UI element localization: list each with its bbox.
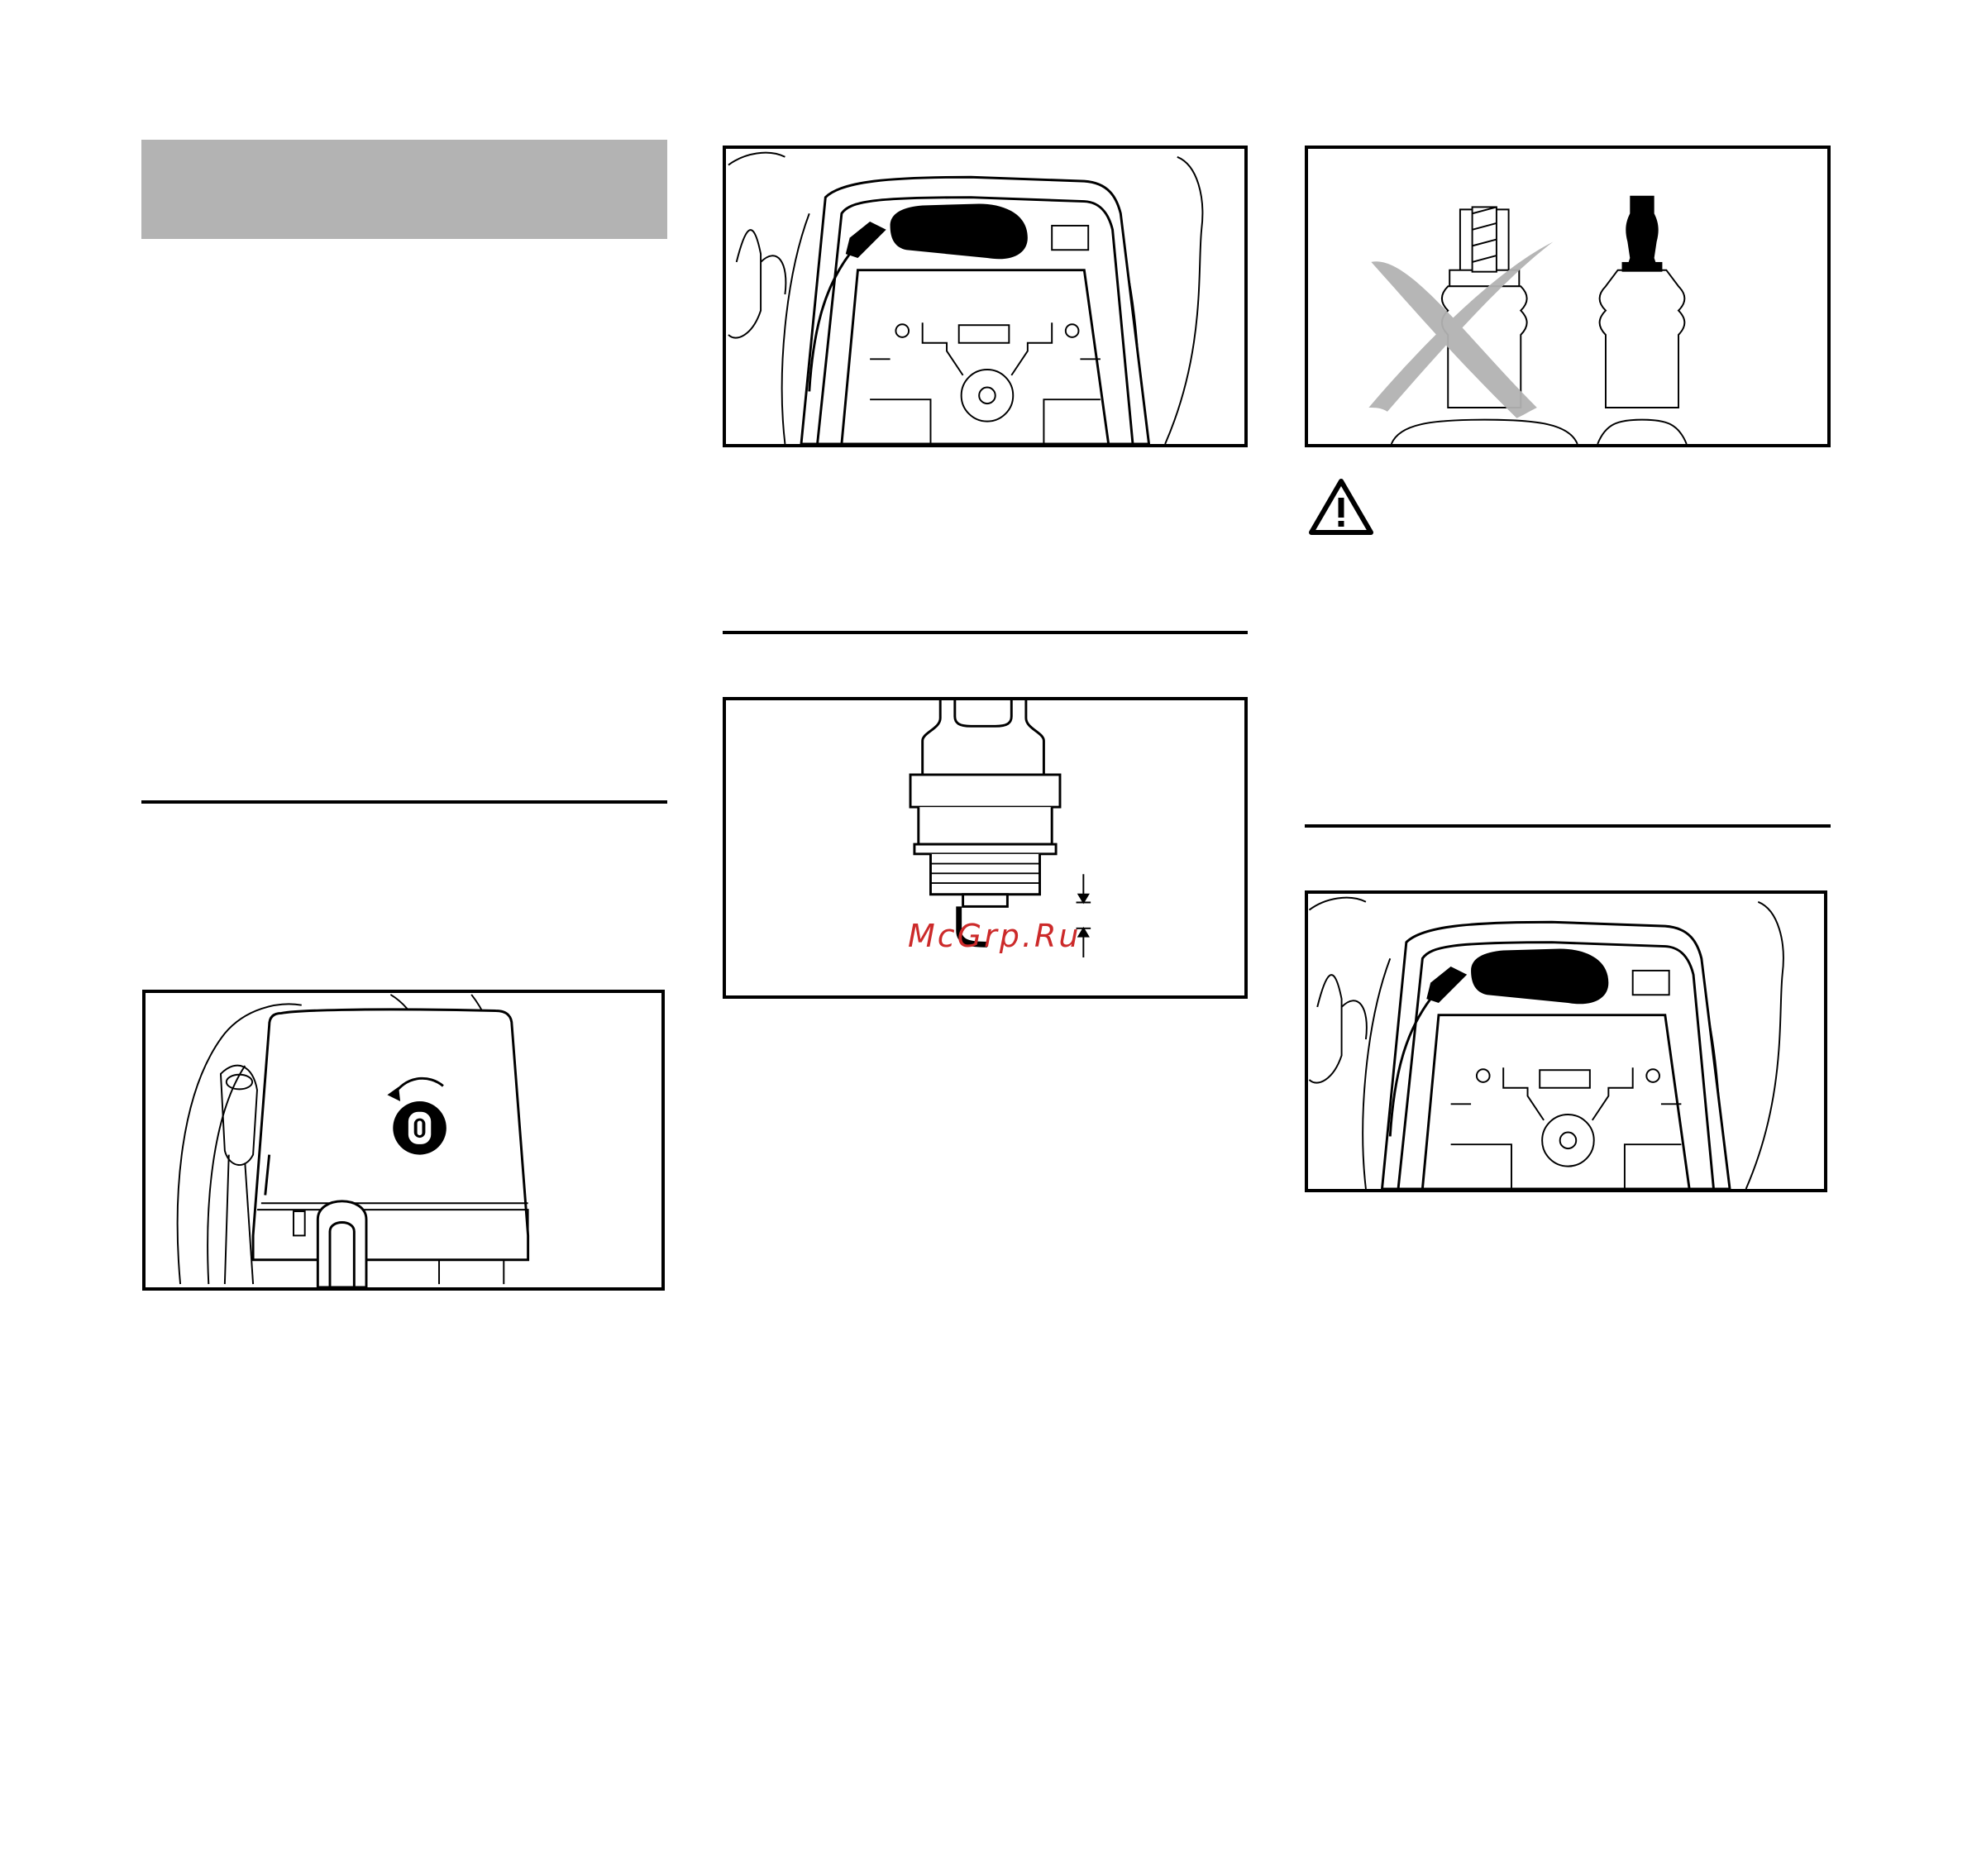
warning-triangle-icon	[1308, 478, 1374, 536]
engine-cover-removed-illustration	[726, 149, 1244, 444]
section-divider-left	[141, 800, 667, 804]
figure-plug-terminal-comparison	[1305, 146, 1831, 447]
figure-stop-switch	[142, 990, 665, 1291]
figure-plug-boot-reinstalled	[1305, 890, 1827, 1192]
chainsaw-top-illustration	[146, 993, 661, 1287]
watermark: McGrp.Ru	[908, 918, 1081, 954]
section-divider-right	[1305, 824, 1831, 828]
plug-terminal-illustration	[1308, 149, 1827, 444]
section-header-bar	[141, 140, 667, 239]
engine-cover-removed-illustration-2	[1308, 894, 1824, 1189]
figure-spark-plug-boot	[723, 146, 1248, 447]
section-divider-middle	[723, 631, 1248, 634]
